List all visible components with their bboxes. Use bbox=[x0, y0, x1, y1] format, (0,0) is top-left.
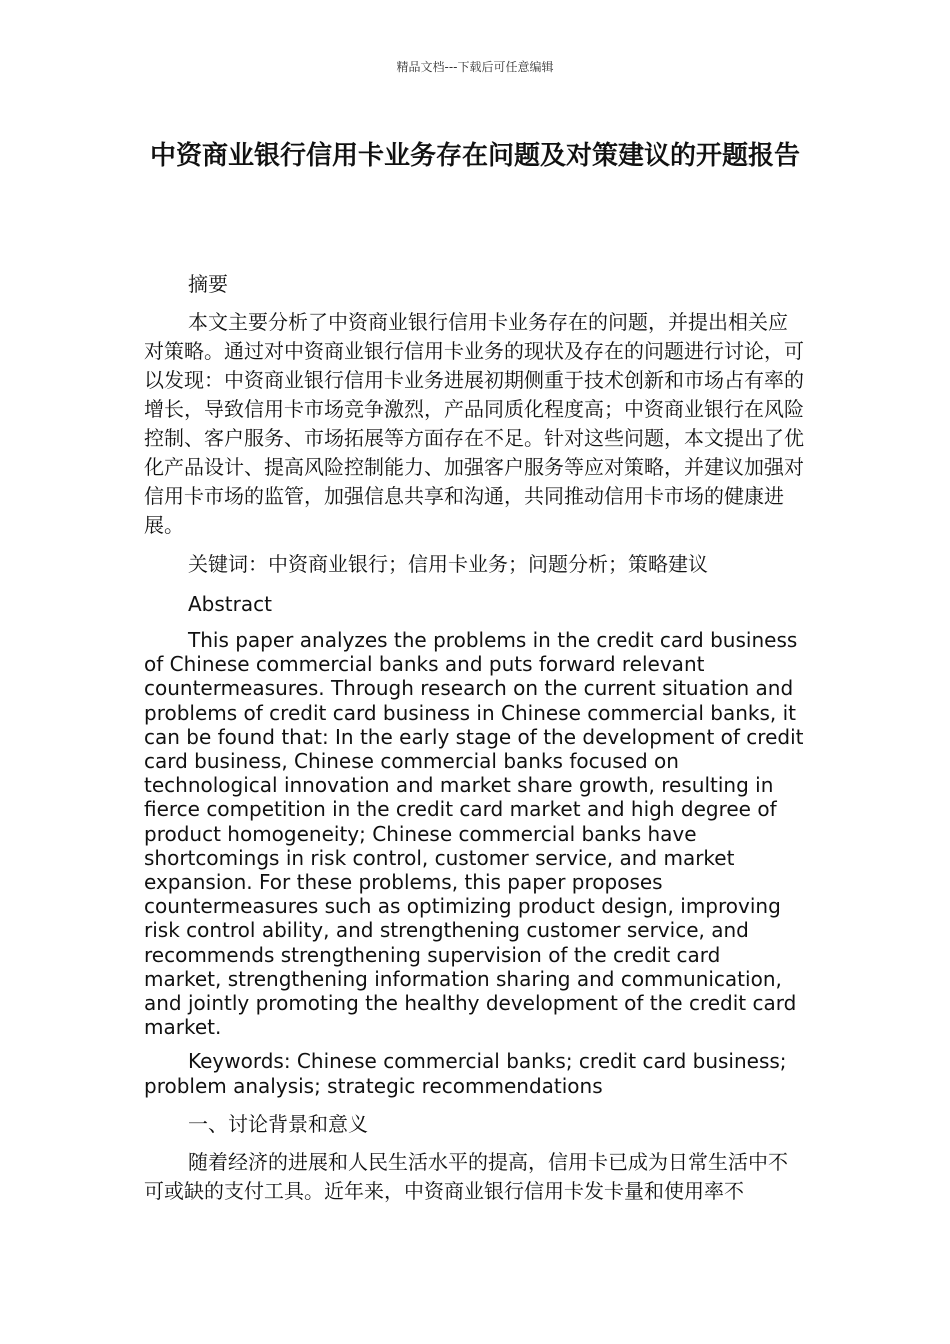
document-title: 中资商业银行信用卡业务存在问题及对策建议的开题报告 bbox=[149, 141, 800, 171]
section1-heading: 一、讨论背景和意义 bbox=[188, 1111, 368, 1136]
document-body bbox=[144, 268, 804, 1206]
abstract-cn-body: 本文主要分析了中资商业银行信用卡业务存在的问题，并提出相关应对策略。通过对中资商业银行信用卡业务的现状及存在的问题进行讨论，可以发现：中资商业银行信用卡业务进展初期侧重于技术创新和市场占有率的增长，导致信用卡市场竞争激烈，产品同质化程度高；中资商业银行在风险控制、客户服务、市场拓展等方面存在不足。针对这些问题，本文提出了优化产品设计、提高风险控制能力、加强客户服务等应对策略，并建议加强对信用卡市场的监管，加强信息共享和沟通，共同推动信用卡市场的健康进展。 bbox=[144, 310, 804, 537]
abstract-en-body: This paper analyzes the problems in the credit card business of Chinese commercial banks and puts forward relevant countermeasures. Through research on the current situation and problems of credit card business in Chinese commercial banks, it can be found that: In the early stage of the development of credit card business, Chinese commercial banks focused on technological innovation and market share growth, resulting in fierce competition in the credit card market and high degree of product homogeneity; Chinese commercial banks have shortcomings in risk control, customer service, and market expansion. For these problems, this paper proposes countermeasures such as optimizing product design, improving risk control ability, and strengthening customer service, and recommends strengthening supervision of the credit card market, strengthening information sharing and communication, and jointly promoting the healthy development of the credit card market. bbox=[144, 628, 804, 1040]
abstract-cn-keywords: 关键词：中资商业银行；信用卡业务；问题分析；策略建议 bbox=[188, 552, 708, 576]
abstract-cn-heading: 摘要 bbox=[188, 272, 228, 296]
abstract-en-heading: Abstract bbox=[188, 592, 272, 616]
header-note: 精品文档---下载后可任意编辑 bbox=[396, 60, 554, 74]
section1-body: 随着经济的进展和人民生活水平的提高，信用卡已成为日常生活中不可或缺的支付工具。近年来，中资商业银行信用卡发卡量和使用率不 bbox=[144, 1149, 788, 1203]
abstract-en-keywords: Keywords: Chinese commercial banks; credit card business; problem analysis; strategic recommendations bbox=[144, 1049, 787, 1098]
